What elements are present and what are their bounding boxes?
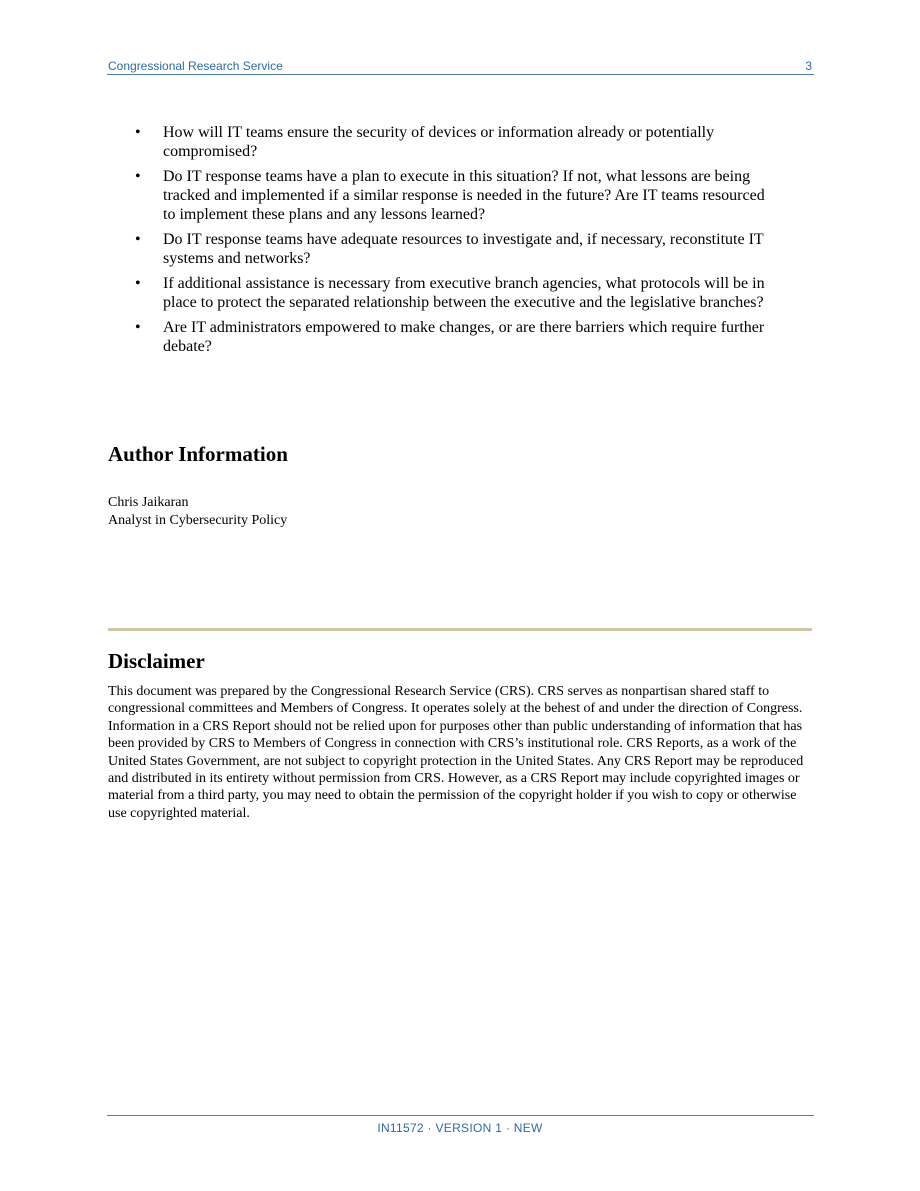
bullet-icon: • xyxy=(135,168,141,185)
list-item xyxy=(108,123,768,161)
list-item-text: Are IT administrators empowered to make changes, or are there barriers which require further debate? xyxy=(163,319,765,355)
list-item-text: How will IT teams ensure the security of devices or information already or potentially compromised? xyxy=(163,124,715,160)
author-information-heading: Author Information xyxy=(108,442,288,466)
disclaimer-text: This document was prepared by the Congressional Research Service (CRS). CRS serves as nonpartisan shared staff to congressional committees and Members of Congress. It operates solely at the behest of and under the direction of Congress. Information in a CRS Report should not be relied upon for purposes other than public understanding of information that has been provided by CRS to Members of Congress in connection with CRS’s institutional role. CRS Reports, as a work of the United States Government, are not subject to copyright protection in the United States. Any CRS Report may be reproduced and distributed in its entirety without permission from CRS. However, as a CRS Report may include copyrighted images or material from a third party, you may need to obtain the permission of the copyright holder if you wish to copy or otherwise use copyrighted material. xyxy=(108,684,804,821)
page-number: 3 xyxy=(805,59,812,73)
bullet-icon: • xyxy=(135,275,141,292)
disclaimer-heading: Disclaimer xyxy=(108,649,205,673)
list-item-text: Do IT response teams have a plan to execute in this situation? If not, what lessons are being tracked and implemented if a similar response is needed in the future? Are IT teams resourced to implement these plans and any lessons learned? xyxy=(163,168,765,223)
author-block xyxy=(108,494,287,530)
author-name: Chris Jaikaran xyxy=(108,495,189,510)
list-item-text: If additional assistance is necessary from executive branch agencies, what protocols will be in place to protect the separated relationship between the executive and the legislative branches? xyxy=(163,275,765,311)
bullet-icon: • xyxy=(135,319,141,336)
question-list xyxy=(108,123,768,362)
bullet-icon: • xyxy=(135,231,141,248)
footer-document-id: IN11572 · VERSION 1 · NEW xyxy=(377,1121,543,1135)
list-item xyxy=(108,167,768,224)
list-item xyxy=(108,274,768,312)
header-org-name: Congressional Research Service xyxy=(108,59,283,73)
section-divider xyxy=(108,628,812,631)
list-item xyxy=(108,230,768,268)
list-item xyxy=(108,318,768,356)
page-header xyxy=(107,57,814,75)
author-title: Analyst in Cybersecurity Policy xyxy=(108,513,288,528)
bullet-icon: • xyxy=(135,124,141,141)
list-item-text: Do IT response teams have adequate resources to investigate and, if necessary, reconstitute IT systems and networks? xyxy=(163,231,764,267)
footer-divider xyxy=(107,1115,814,1116)
